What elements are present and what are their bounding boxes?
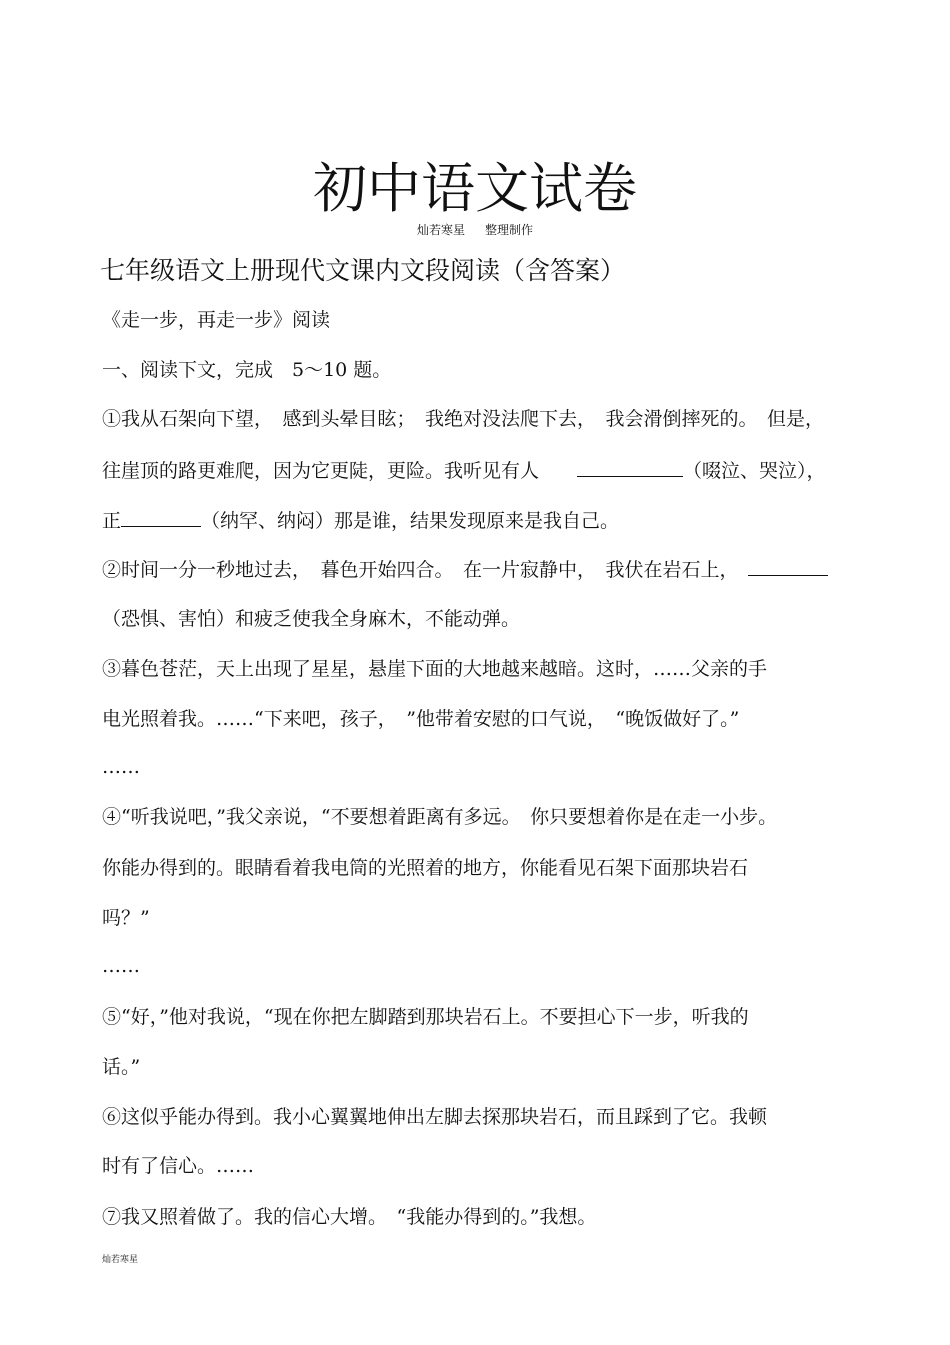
question-instruction: 一、阅读下文，完成 5～10 题。: [102, 359, 392, 381]
answer-blank: [577, 456, 683, 477]
subtitle: [0, 222, 950, 238]
page-title: 初中语文试卷: [313, 157, 637, 220]
text-segment: 往崖顶的路更难爬，因为它更陡，更险。我听见有人: [102, 460, 578, 482]
paragraph-line: 你能办得到的。眼睛看着我电筒的光照着的地方，你能看见石架下面那块岩石: [102, 857, 749, 879]
ellipsis-line: ……: [102, 756, 140, 778]
paragraph-line: [102, 555, 828, 584]
paragraph-line: 吗？”: [102, 907, 150, 929]
author-name: 灿若寒星: [416, 223, 465, 237]
passage-title: 《走一步，再走一步》阅读: [102, 309, 331, 331]
paragraph-line: ⑦我又照着做了。我的信心大增。 “我能办得到的。”我想。: [102, 1206, 597, 1228]
production-note: 整理制作: [485, 223, 534, 237]
page-footer: 灿若寒星: [102, 1255, 139, 1265]
paragraph-line: [102, 506, 619, 535]
paragraph-line: ④“听我说吧，”我父亲说，“不要想着距离有多远。 你只要想着你是在走一小步。: [102, 806, 778, 828]
paragraph-line: 时有了信心。……: [102, 1155, 255, 1177]
paragraph-line: [102, 456, 826, 485]
text-segment: ②时间一分一秒地过去， 暮色开始四合。 在一片寂静中， 我伏在岩石上，: [102, 559, 749, 581]
paragraph-line: （恐惧、害怕）和疲乏使我全身麻木，不能动弹。: [102, 608, 521, 630]
paragraph-line: ③暮色苍茫，天上出现了星星，悬崖下面的大地越来越暗。这时，……父亲的手: [102, 658, 768, 680]
paragraph-line: 电光照着我。……“下来吧，孩子， ”他带着安慰的口气说， “晚饭做好了。”: [102, 708, 740, 730]
section-heading: 七年级语文上册现代文课内文段阅读（含答案）: [100, 256, 626, 285]
text-segment: （啜泣、哭泣），: [683, 460, 826, 482]
answer-blank: [748, 555, 828, 576]
paragraph-line: 话。”: [102, 1056, 141, 1078]
paragraph-line: ⑤“好，”他对我说，“现在你把左脚踏到那块岩石上。不要担心下一步，听我的: [102, 1006, 749, 1028]
text-segment: 正: [102, 510, 122, 532]
paragraph-line: ⑥这似乎能办得到。我小心翼翼地伸出左脚去探那块岩石，而且踩到了它。我顿: [102, 1106, 768, 1128]
paragraph-line: ①我从石架向下望， 感到头晕目眩； 我绝对没法爬下去， 我会滑倒摔死的。 但是，: [102, 408, 825, 430]
ellipsis-line: ……: [102, 955, 140, 977]
answer-blank: [121, 506, 201, 527]
text-segment: （纳罕、纳闷）那是谁，结果发现原来是我自己。: [201, 510, 620, 532]
